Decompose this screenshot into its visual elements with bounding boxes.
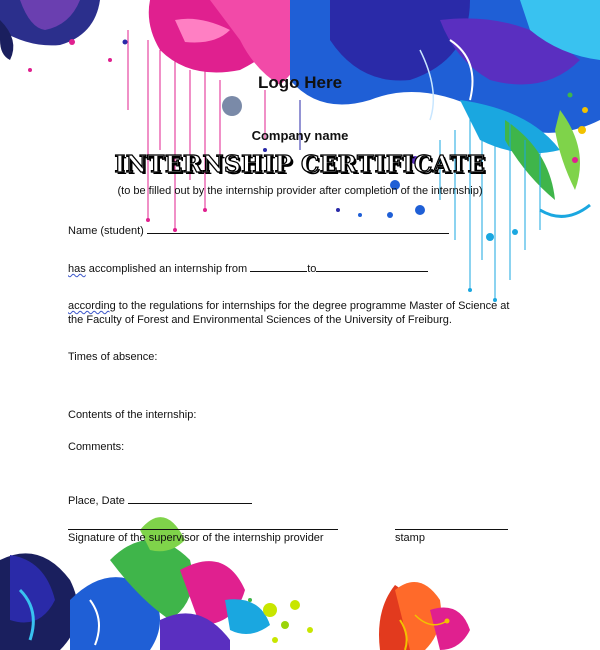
regulation-line-2: the Faculty of Forest and Environmental Sciences of the University of Freiburg. (68, 314, 452, 326)
logo-placeholder: Logo Here (257, 73, 343, 92)
absence-label: Times of absence: (68, 351, 158, 363)
period-text: accomplished an internship from (85, 263, 248, 275)
period-to-label: to (307, 263, 317, 275)
company-name: Company name (251, 128, 349, 143)
place-date-label: Place, Date (68, 495, 125, 507)
period-to-field[interactable] (316, 261, 428, 272)
certificate-subtitle: (to be filled out by the internship provider after completion of the internship) (117, 185, 483, 197)
stamp-label: stamp (395, 532, 425, 544)
signature-label: Signature of the supervisor of the internship provider (68, 532, 324, 544)
bottom-right-flower (379, 582, 470, 650)
signature-line[interactable] (68, 529, 338, 530)
top-left-flower (0, 0, 100, 60)
stamp-line[interactable] (395, 529, 508, 530)
contents-label: Contents of the internship: (68, 409, 197, 421)
place-date-field[interactable] (128, 493, 252, 504)
regulation-rest: to the regulations for internships for the degree programme Master of Science at (115, 300, 510, 312)
period-word: has (68, 263, 86, 275)
student-name-label: Name (student) (68, 225, 144, 237)
top-right-lily (290, 0, 600, 216)
internship-period-row (68, 261, 428, 276)
certificate-title: INTERNSHIP CERTIFICATE (114, 151, 486, 178)
regulation-line-1 (68, 300, 509, 313)
student-name-field[interactable] (147, 223, 449, 234)
period-from-field[interactable] (250, 261, 307, 272)
regulation-word: according (68, 300, 116, 312)
place-date-row (68, 493, 252, 508)
comments-label: Comments: (68, 441, 125, 453)
student-name-row (68, 223, 449, 238)
